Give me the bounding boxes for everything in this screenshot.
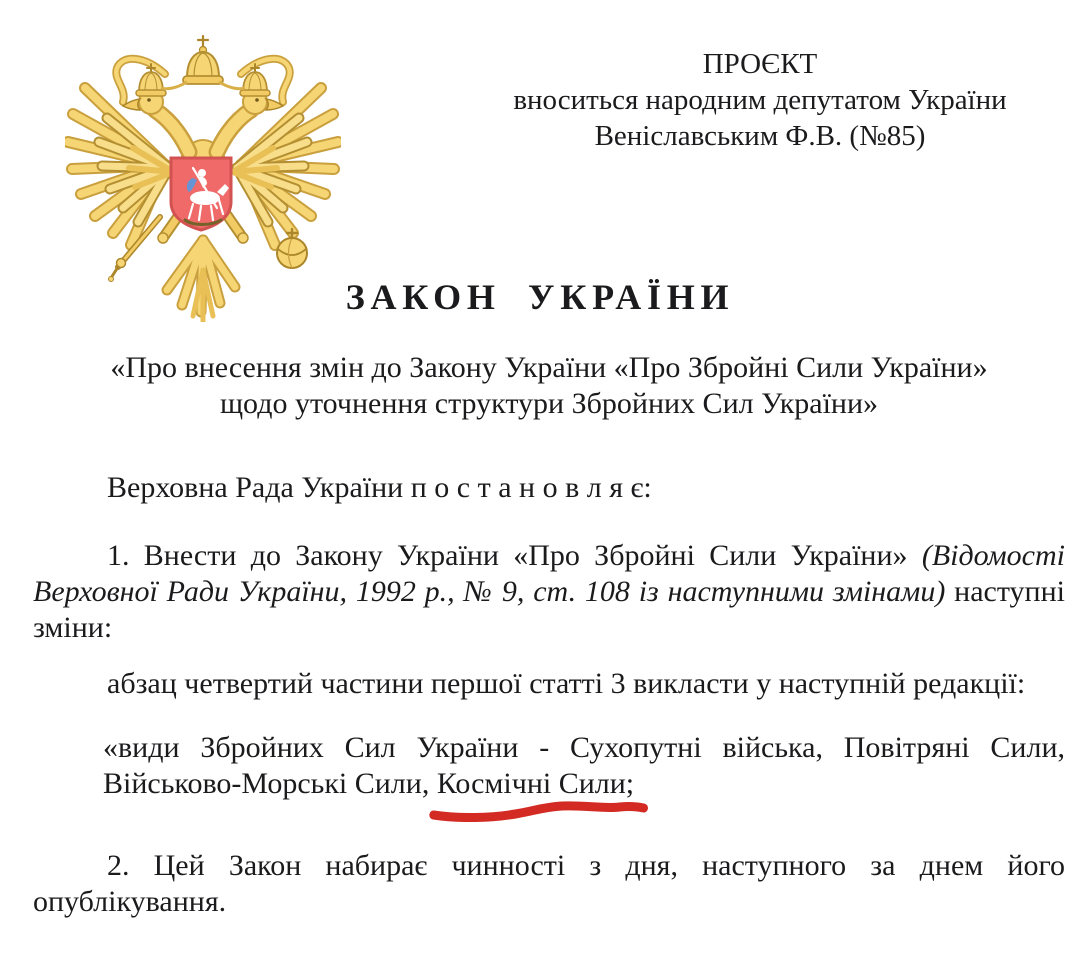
law-subtitle <box>33 350 1065 422</box>
paragraph-1-line-2 <box>33 574 1065 610</box>
subtitle-line-2: щодо уточнення структури Збройних Сил України» <box>219 387 879 420</box>
paragraph-final-line-2: опублікування. <box>33 885 227 918</box>
subtitle-line-1: «Про внесення змін до Закону України «Про Збройні Сили України» <box>110 351 988 384</box>
paragraph-1-text: 1. Внести до Закону України «Про Збройні Сили України» <box>107 539 922 572</box>
paragraph-1-citation-end: Верховної Ради України, 1992 р., № 9, ст. 108 із наступними змінами) <box>33 575 946 608</box>
quoted-amendment <box>33 730 1065 802</box>
paragraph-1-text-cont: наступні <box>945 575 1065 608</box>
space-forces-highlight <box>437 767 634 800</box>
deputy-name-line: Веніславським Ф.В. (№85) <box>594 120 926 152</box>
project-label: ПРОЄКТ <box>702 48 818 80</box>
submitted-by-line: вноситься народним депутатом України <box>513 84 1007 116</box>
paragraph-2-text: абзац четвертий частини першої статті 3 викласти у наступній редакції: <box>107 667 1026 700</box>
amendment-line-2-start: Військово-Морські Сили, <box>103 767 437 800</box>
amendment-line-1: «види Збройних Сил України - Сухопутні війська, Повітряні Сили, <box>103 731 1065 764</box>
paragraph-1 <box>33 538 1065 646</box>
resolution-text: Верховна Рада України п о с т а н о в л я є: <box>107 471 652 504</box>
paragraph-final-line-1: 2. Цей Закон набирає чинності з дня, наступного за днем його <box>107 849 1065 882</box>
resolution-clause <box>33 470 1065 506</box>
law-title: ЗАКОН УКРАЇНИ <box>345 277 735 317</box>
submission-note <box>500 46 1020 154</box>
document-body <box>33 350 1065 920</box>
paragraph-2 <box>33 666 1065 702</box>
paragraph-1-line-3: зміни: <box>33 611 113 644</box>
document-header <box>0 0 1080 330</box>
amendment-line-2 <box>103 766 1065 802</box>
space-forces-text: Космічні Сили; <box>436 767 635 800</box>
paragraph-1-citation-start: (Відомості <box>921 539 1065 572</box>
paragraph-1-line-1 <box>33 538 1065 574</box>
red-underline-annotation <box>427 798 650 822</box>
paragraph-final <box>33 848 1065 920</box>
